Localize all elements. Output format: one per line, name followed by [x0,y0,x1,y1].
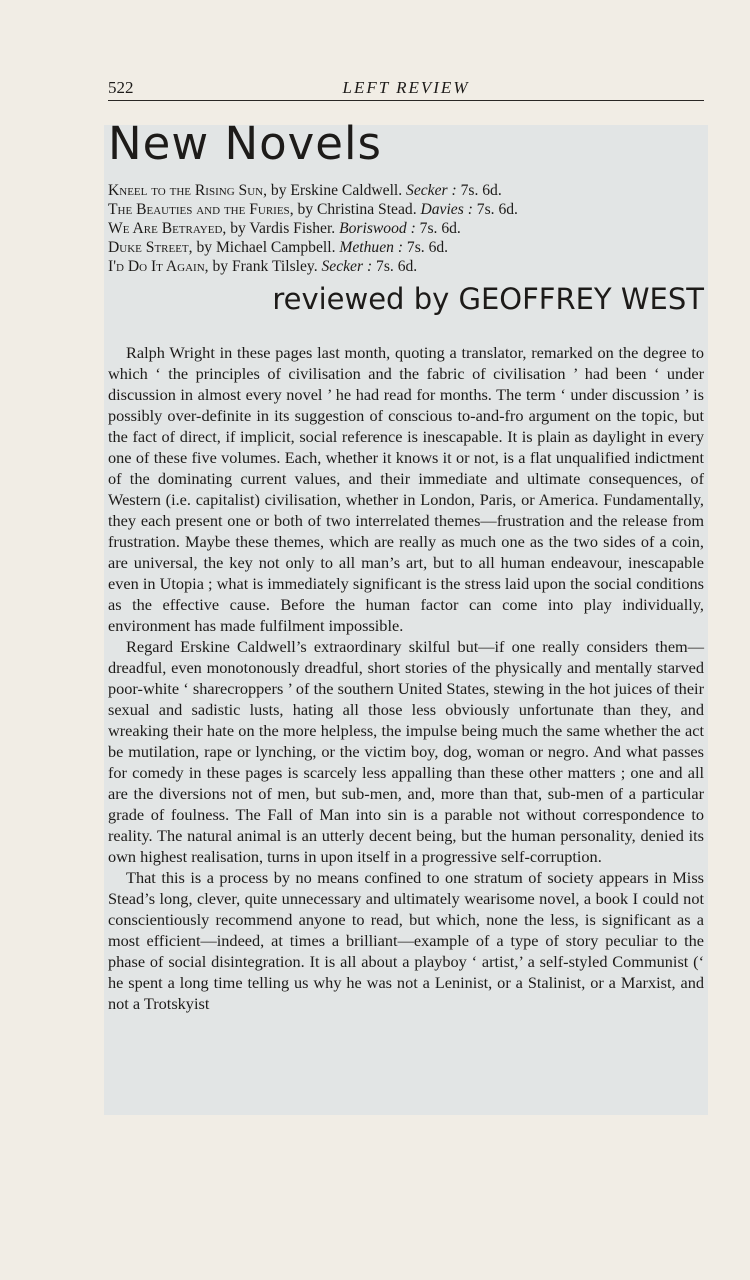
book-publisher: Methuen : [339,238,404,256]
book-author: , by Michael Campbell. [188,238,340,256]
book-entry [108,181,704,200]
book-list [108,181,704,276]
book-author: , by Christina Stead. [289,200,421,218]
reviewer-byline: reviewed by GEOFFREY WEST [272,281,704,316]
book-entry [108,219,704,238]
review-section [108,119,704,1014]
book-price: 7s. 6d. [456,181,502,199]
book-author: , by Erskine Caldwell. [263,181,407,199]
paragraph: Regard Erskine Caldwell’s extraordinary skilful but—if one really considers them—dreadful, even monotonously dreadful, short stories of the physically and mentally starved poor-white ‘ sharecroppers ’ of the southern United States, stewing in the hot juices of their sexual and sadistic lusts, hating all those less obviously unfortunate than they, and wreaking their hate on the more helpless, the impulse being much the same whether the act be mutilation, rape or lynching, or the victim boy, dog, woman or negro. And what passes for comedy in these pages is scarcely less appalling than these other matters ; one and all are the diversions not of men, but sub-men, and, more than that, sub-men of a particular grade of foulness. The Fall of Man into sin is a parable not without correspondence to reality. The natural animal is an utterly decent being, but the human personality, denied its own highest realisation, turns in upon itself in a progressive self-corruption. [108,637,704,867]
book-price: 7s. 6d. [372,257,418,275]
book-publisher: Secker : [406,181,457,199]
book-publisher: Boriswood : [339,219,416,237]
journal-page [108,78,704,1014]
book-publisher: Secker : [321,257,373,275]
book-price: 7s. 6d. [472,200,518,218]
paragraph: Ralph Wright in these pages last month, quoting a translator, remarked on the degree to which ‘ the principles of civilisation and the fabric of civilisation ’ had been ‘ under discussion in almost every novel ’ he had read for months. The term ‘ under discussion ’ is possibly over-definite in its suggestion of conscious to-and-fro argument on the topic, but the fact of direct, if implicit, social reference is inescapable. It is plain as daylight in every one of these five volumes. Each, whether it knows it or not, is a flat unqualified indictment of the dominating current values, and their immediate and ultimate consequences, of Western (i.e. capitalist) civilisation, whether in London, Paris, or America. Fundamentally, they each present one or both of two interrelated themes—frustration and the release from frustration. Maybe these themes, which are really as much one as the two sides of a coin, are universal, the key not only to all man’s art, but to all human endeavour, inescapable even in Utopia ; what is immediately significant is the stress laid upon the social conditions as the effective cause. Before the human factor can come into play individually, environment has made fulfilment impossible. [108,343,704,636]
page-number: 522 [108,78,134,97]
book-entry [108,257,704,276]
book-entry [108,200,704,219]
book-title: I'd Do It Again [108,257,205,275]
book-entry [108,238,704,257]
book-title: The Beauties and the Furies [108,200,290,218]
paragraph: That this is a process by no means confined to one stratum of society appears in Miss Stead’s long, clever, quite unnecessary and ultimately wearisome novel, a book I could not conscientiously recommend anyone to read, but which, none the less, is significant as a most efficient—indeed, at times a brilliant—example of a type of story peculiar to the phase of social disintegration. It is all about a playboy ‘ artist,’ a self-styled Communist (‘ he spent a long time telling us why he was not a Leninist, or a Stalinist, or a Marxist, and not a Trotskyist [108,868,704,1014]
review-body [108,342,704,1014]
book-price: 7s. 6d. [415,219,461,237]
book-author: , by Frank Tilsley. [204,257,322,275]
journal-title: LEFT REVIEW [342,78,470,97]
running-head [108,78,704,101]
book-publisher: Davies : [420,200,473,218]
book-title: We Are Betrayed [108,219,223,237]
section-title: New Novels [108,117,382,170]
book-author: , by Vardis Fisher. [222,219,340,237]
book-title: Duke Street [108,238,189,256]
book-title: Kneel to the Rising Sun [108,181,264,199]
book-price: 7s. 6d. [403,238,449,256]
